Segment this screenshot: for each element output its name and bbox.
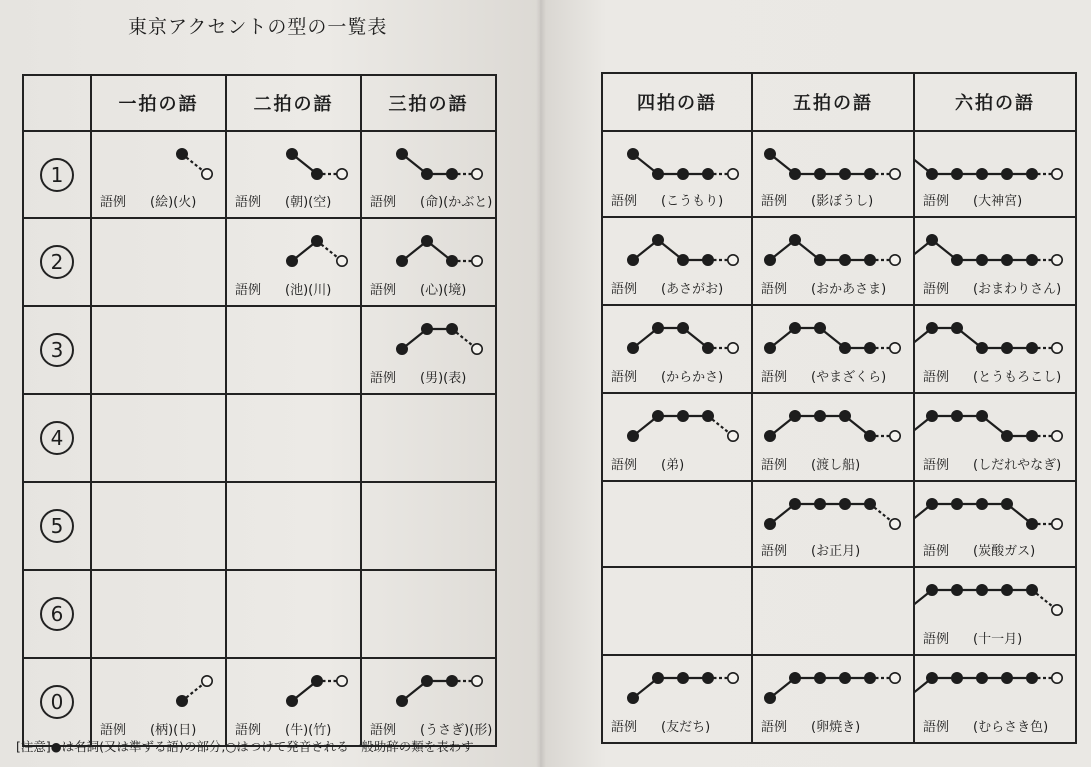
example-words: (柄)(日) [150, 723, 197, 738]
accent-cell [226, 570, 361, 658]
accent-row [23, 394, 496, 482]
mora-dot [927, 169, 937, 179]
mora-dot [952, 323, 962, 333]
example-line [370, 367, 466, 386]
example-line [923, 190, 1022, 209]
example-words: (友だち) [661, 720, 711, 735]
particle-dot [890, 519, 900, 529]
mora-dot [397, 696, 407, 706]
accent-row [602, 305, 1076, 393]
example-label: 語例 [923, 194, 950, 209]
mora-dot [765, 255, 775, 265]
mora-dot [628, 693, 638, 703]
mora-dot [312, 676, 322, 686]
example-line [923, 366, 1061, 385]
accent-row [602, 393, 1076, 481]
row-number-circle: 2 [40, 245, 74, 279]
particle-dot [1052, 673, 1062, 683]
mora-dot [678, 673, 688, 683]
example-line [235, 279, 331, 298]
mora-dot [703, 169, 713, 179]
row-label [23, 306, 91, 394]
example-words: (おまわりさん) [973, 282, 1062, 297]
mora-dot [815, 169, 825, 179]
accent-cell [914, 655, 1076, 743]
mora-dot [1027, 585, 1037, 595]
example-label: 語例 [923, 720, 950, 735]
mora-dot [927, 323, 937, 333]
example-words: (大神宮) [973, 194, 1023, 209]
particle-dot [728, 431, 738, 441]
example-line [611, 454, 684, 473]
accent-cell [91, 570, 226, 658]
example-line [923, 278, 1061, 297]
mora-dot [447, 256, 457, 266]
particle-dot [202, 676, 212, 686]
accent-cell [361, 306, 496, 394]
mora-dot [703, 411, 713, 421]
accent-row [23, 658, 496, 746]
mora-dot [790, 673, 800, 683]
particle-dot [337, 676, 347, 686]
example-words: (お正月) [811, 544, 861, 559]
mora-dot [678, 411, 688, 421]
example-label: 語例 [235, 723, 262, 738]
row-label [23, 482, 91, 570]
accent-table-left [22, 74, 497, 747]
example-words: (影ぼうし) [811, 194, 874, 209]
mora-dot [765, 149, 775, 159]
example-label: 語例 [370, 195, 397, 210]
accent-cell [914, 305, 1076, 393]
accent-cell [752, 481, 914, 567]
example-line [100, 719, 196, 738]
mora-dot [678, 169, 688, 179]
example-label: 語例 [923, 458, 950, 473]
column-header: 一拍の語 [91, 75, 226, 131]
mora-dot [1002, 343, 1012, 353]
particle-dot [472, 169, 482, 179]
mora-dot [1002, 585, 1012, 595]
page-title: 東京アクセントの型の一覧表 [128, 16, 388, 38]
column-header: 六拍の語 [914, 73, 1076, 131]
row-label [23, 658, 91, 746]
accent-row [23, 306, 496, 394]
row-label [23, 570, 91, 658]
mora-dot [447, 169, 457, 179]
mora-dot [1027, 519, 1037, 529]
mora-dot [927, 411, 937, 421]
mora-dot [397, 344, 407, 354]
mora-dot [840, 499, 850, 509]
mora-dot [703, 255, 713, 265]
mora-dot [977, 169, 987, 179]
example-line [611, 190, 723, 209]
example-words: (弟) [661, 458, 685, 473]
example-line [370, 191, 492, 210]
accent-cell [602, 305, 752, 393]
accent-cell [226, 218, 361, 306]
accent-cell [361, 482, 496, 570]
mora-dot [790, 323, 800, 333]
accent-cell [914, 217, 1076, 305]
particle-dot [890, 673, 900, 683]
mora-dot [840, 343, 850, 353]
column-header: 四拍の語 [602, 73, 752, 131]
example-line [923, 454, 1061, 473]
accent-row [602, 481, 1076, 567]
mora-dot [397, 256, 407, 266]
accent-row [23, 131, 496, 218]
mora-dot [397, 149, 407, 159]
mora-dot [977, 255, 987, 265]
mora-dot [790, 411, 800, 421]
mora-dot [628, 343, 638, 353]
row-number-circle: 1 [40, 158, 74, 192]
accent-cell [91, 482, 226, 570]
book-gutter [536, 0, 546, 767]
example-label: 語例 [611, 370, 638, 385]
example-label: 語例 [761, 544, 788, 559]
column-header: 三拍の語 [361, 75, 496, 131]
particle-dot [1052, 343, 1062, 353]
row-label [23, 131, 91, 218]
accent-cell [361, 570, 496, 658]
mora-dot [653, 169, 663, 179]
example-label: 語例 [611, 194, 638, 209]
example-line [611, 366, 723, 385]
mora-dot [422, 169, 432, 179]
example-line [761, 540, 860, 559]
mora-dot [815, 673, 825, 683]
example-label: 語例 [100, 723, 127, 738]
particle-dot [1052, 169, 1062, 179]
example-label: 語例 [100, 195, 127, 210]
example-words: (十一月) [973, 632, 1023, 647]
mora-dot [840, 255, 850, 265]
mora-dot [927, 585, 937, 595]
column-header: 二拍の語 [226, 75, 361, 131]
mora-dot [703, 673, 713, 683]
row-number-circle: 6 [40, 597, 74, 631]
example-words: (からかさ) [661, 370, 724, 385]
example-line [611, 278, 723, 297]
mora-dot [1002, 499, 1012, 509]
mora-dot [865, 169, 875, 179]
mora-dot [447, 324, 457, 334]
mora-dot [628, 255, 638, 265]
mora-dot [653, 411, 663, 421]
example-words: (やまざくら) [811, 370, 887, 385]
particle-dot [728, 673, 738, 683]
mora-dot [977, 411, 987, 421]
row-number-circle: 3 [40, 333, 74, 367]
example-line [235, 191, 331, 210]
example-label: 語例 [761, 370, 788, 385]
mora-dot [422, 676, 432, 686]
legend-note: [注意]●は名詞(又は準ずる語)の部分,○はつけて発音される一般助辞の類を表わす [16, 739, 474, 754]
accent-cell [752, 393, 914, 481]
mora-dot [840, 673, 850, 683]
mora-dot [653, 235, 663, 245]
example-words: (池)(川) [285, 283, 332, 298]
mora-dot [815, 255, 825, 265]
example-words: (渡し船) [811, 458, 861, 473]
particle-dot [472, 676, 482, 686]
particle-dot [728, 255, 738, 265]
mora-dot [765, 519, 775, 529]
example-line [761, 716, 860, 735]
mora-dot [287, 256, 297, 266]
mora-dot [653, 323, 663, 333]
mora-dot [952, 411, 962, 421]
mora-dot [840, 169, 850, 179]
accent-cell [361, 131, 496, 218]
mora-dot [977, 343, 987, 353]
particle-dot [337, 256, 347, 266]
accent-row [602, 217, 1076, 305]
accent-cell [226, 658, 361, 746]
mora-dot [952, 255, 962, 265]
mora-dot [815, 499, 825, 509]
example-words: (あさがお) [661, 282, 724, 297]
mora-dot [952, 499, 962, 509]
example-line [761, 366, 886, 385]
example-words: (牛)(竹) [285, 723, 332, 738]
accent-cell [602, 217, 752, 305]
mora-dot [977, 585, 987, 595]
mora-dot [790, 169, 800, 179]
accent-cell [602, 567, 752, 655]
example-label: 語例 [761, 194, 788, 209]
particle-dot [472, 344, 482, 354]
mora-dot [703, 343, 713, 353]
accent-cell [602, 655, 752, 743]
example-line [235, 719, 331, 738]
example-line [761, 278, 886, 297]
example-words: (炭酸ガス) [973, 544, 1036, 559]
example-line [923, 716, 1048, 735]
accent-row [23, 482, 496, 570]
mora-dot [952, 585, 962, 595]
example-label: 語例 [235, 195, 262, 210]
example-line [370, 279, 466, 298]
accent-row [602, 567, 1076, 655]
example-words: (命)(かぶと) [420, 195, 493, 210]
accent-cell [361, 218, 496, 306]
mora-dot [1002, 169, 1012, 179]
mora-dot [765, 693, 775, 703]
mora-dot [1002, 673, 1012, 683]
accent-table-right [601, 72, 1077, 744]
example-label: 語例 [923, 282, 950, 297]
particle-dot [890, 169, 900, 179]
example-line [761, 190, 873, 209]
accent-cell [914, 393, 1076, 481]
mora-dot [765, 431, 775, 441]
accent-row [23, 570, 496, 658]
mora-dot [422, 324, 432, 334]
mora-dot [1027, 431, 1037, 441]
example-line [761, 454, 860, 473]
corner-cell [23, 75, 91, 131]
mora-dot [678, 323, 688, 333]
mora-dot [815, 323, 825, 333]
accent-cell [602, 131, 752, 217]
example-words: (心)(境) [420, 283, 467, 298]
mora-dot [1027, 255, 1037, 265]
particle-dot [728, 343, 738, 353]
accent-row [602, 655, 1076, 743]
particle-dot [890, 431, 900, 441]
mora-dot [927, 499, 937, 509]
example-label: 語例 [611, 282, 638, 297]
example-label: 語例 [611, 458, 638, 473]
example-label: 語例 [370, 723, 397, 738]
accent-cell [91, 306, 226, 394]
mora-dot [312, 236, 322, 246]
mora-dot [952, 169, 962, 179]
accent-cell [91, 658, 226, 746]
example-label: 語例 [611, 720, 638, 735]
mora-dot [447, 676, 457, 686]
mora-dot [628, 149, 638, 159]
row-number-circle: 5 [40, 509, 74, 543]
example-label: 語例 [235, 283, 262, 298]
particle-dot [472, 256, 482, 266]
mora-dot [312, 169, 322, 179]
mora-dot [287, 696, 297, 706]
mora-dot [865, 255, 875, 265]
accent-cell [226, 306, 361, 394]
mora-dot [1027, 673, 1037, 683]
mora-dot [1027, 343, 1037, 353]
accent-cell [226, 131, 361, 218]
example-label: 語例 [370, 283, 397, 298]
mora-dot [765, 343, 775, 353]
accent-cell [226, 482, 361, 570]
example-words: (こうもり) [661, 194, 724, 209]
particle-dot [337, 169, 347, 179]
column-header: 五拍の語 [752, 73, 914, 131]
accent-cell [602, 481, 752, 567]
particle-dot [1052, 431, 1062, 441]
example-label: 語例 [761, 458, 788, 473]
mora-dot [865, 673, 875, 683]
accent-cell [914, 567, 1076, 655]
mora-dot [865, 499, 875, 509]
accent-cell [752, 655, 914, 743]
example-line [100, 191, 196, 210]
accent-cell [226, 394, 361, 482]
example-line [370, 719, 492, 738]
example-line [611, 716, 710, 735]
example-label: 語例 [923, 370, 950, 385]
accent-cell [91, 394, 226, 482]
mora-dot [927, 235, 937, 245]
example-words: (おかあさま) [811, 282, 887, 297]
mora-dot [927, 673, 937, 683]
example-label: 語例 [370, 371, 397, 386]
mora-dot [952, 673, 962, 683]
particle-dot [1052, 605, 1062, 615]
particle-dot [728, 169, 738, 179]
particle-dot [890, 343, 900, 353]
accent-cell [914, 131, 1076, 217]
particle-dot [1052, 519, 1062, 529]
example-words: (とうもろこし) [973, 370, 1062, 385]
example-label: 語例 [923, 632, 950, 647]
mora-dot [422, 236, 432, 246]
mora-dot [177, 149, 187, 159]
example-words: (男)(表) [420, 371, 467, 386]
example-label: 語例 [923, 544, 950, 559]
mora-dot [865, 343, 875, 353]
example-line [923, 628, 1022, 647]
row-label [23, 218, 91, 306]
example-words: (むらさき色) [973, 720, 1049, 735]
accent-cell [91, 131, 226, 218]
particle-dot [1052, 255, 1062, 265]
example-label: 語例 [761, 720, 788, 735]
example-line [923, 540, 1035, 559]
mora-dot [1027, 169, 1037, 179]
mora-dot [678, 255, 688, 265]
accent-row [23, 218, 496, 306]
accent-cell [752, 217, 914, 305]
row-label [23, 394, 91, 482]
mora-dot [977, 499, 987, 509]
mora-dot [815, 411, 825, 421]
example-words: (卵焼き) [811, 720, 861, 735]
example-words: (うさぎ)(形) [420, 723, 493, 738]
accent-cell [752, 131, 914, 217]
mora-dot [790, 235, 800, 245]
mora-dot [790, 499, 800, 509]
mora-dot [653, 673, 663, 683]
accent-cell [752, 305, 914, 393]
mora-dot [840, 411, 850, 421]
mora-dot [287, 149, 297, 159]
mora-dot [177, 696, 187, 706]
mora-dot [1002, 431, 1012, 441]
particle-dot [890, 255, 900, 265]
accent-cell [914, 481, 1076, 567]
example-words: (絵)(火) [150, 195, 197, 210]
mora-dot [865, 431, 875, 441]
mora-dot [628, 431, 638, 441]
mora-dot [1002, 255, 1012, 265]
accent-cell [361, 394, 496, 482]
accent-cell [752, 567, 914, 655]
example-label: 語例 [761, 282, 788, 297]
example-words: (朝)(空) [285, 195, 332, 210]
accent-cell [91, 218, 226, 306]
mora-dot [977, 673, 987, 683]
particle-dot [202, 169, 212, 179]
example-words: (しだれやなぎ) [973, 458, 1062, 473]
accent-row [602, 131, 1076, 217]
row-number-circle: 0 [40, 685, 74, 719]
accent-cell [602, 393, 752, 481]
accent-cell [361, 658, 496, 746]
row-number-circle: 4 [40, 421, 74, 455]
